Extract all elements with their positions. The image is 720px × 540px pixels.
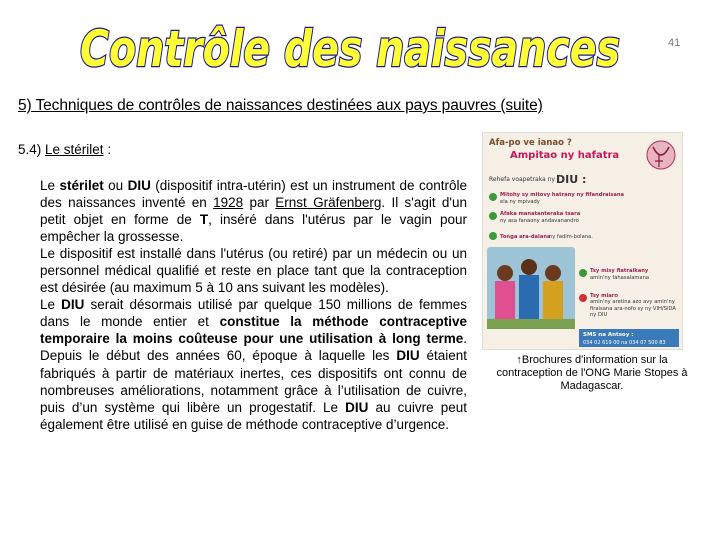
check-icon bbox=[579, 269, 587, 277]
section-subtitle: 5) Techniques de contrôles de naissances destinées aux pays pauvres (suite) bbox=[18, 97, 543, 114]
paragraph-2: Le dispositif est installé dans l'utérus (ou retiré) par un médecin ou un personnel médical qualifié et reste en place tant que la contraception est désirée (au maximum 5 à 10 ans suivant les modèles). bbox=[40, 246, 467, 296]
text-run: Le bbox=[40, 178, 60, 193]
warning-icon bbox=[579, 294, 587, 302]
text-run: par bbox=[243, 195, 276, 211]
check-icon bbox=[489, 232, 497, 240]
term-sterilet: stérilet bbox=[59, 178, 104, 193]
subsection-name: Le stérilet bbox=[45, 142, 104, 157]
text-run: (dispositif intra-utérin) est un instrument de contrôle des naissances inventé en bbox=[40, 178, 467, 211]
up-arrow-icon: ↑ bbox=[516, 354, 522, 366]
svg-text:Tonga ara-dalana: Tonga ara-dalana bbox=[500, 234, 551, 240]
brochure-illustration bbox=[483, 133, 682, 349]
slide-title bbox=[70, 6, 630, 88]
term-diu: DIU bbox=[396, 348, 420, 364]
image-caption bbox=[484, 354, 700, 393]
check-icon bbox=[489, 193, 497, 201]
brochure-item-2 bbox=[489, 211, 581, 224]
brochure-item-4 bbox=[579, 268, 649, 281]
brochure-heading-2: Ampitao ny hafatra bbox=[510, 150, 620, 161]
term-diu: DIU bbox=[61, 297, 85, 313]
caption-text: Brochures d'information sur la contraception de l'ONG Marie Stopes à Madagascar. bbox=[496, 354, 688, 392]
term-t: T bbox=[199, 212, 209, 228]
sms-label: SMS na Antsoy : bbox=[583, 332, 634, 338]
inventor-link[interactable]: Ernst Gräfenberg bbox=[275, 195, 382, 211]
uterus-icon bbox=[647, 141, 675, 169]
body-text bbox=[40, 177, 467, 433]
svg-text:Tsy miaro: Tsy miaro bbox=[590, 293, 618, 299]
check-icon bbox=[489, 212, 497, 220]
text-run: ou bbox=[103, 178, 128, 193]
brochure-intro-diu: DIU : bbox=[556, 173, 587, 186]
brochure-item-5-text: amin'ny aretina azo avy amin'ny firaisana ara-nofo sy ny VIH/SIDA ny DIU bbox=[590, 299, 676, 318]
text-run: au cuivre peut également être utilisé en guise de méthode contraceptive d’urgence. bbox=[40, 399, 467, 432]
subsection-number: 5.4) bbox=[18, 142, 42, 157]
term-diu: DIU bbox=[345, 399, 369, 415]
svg-text:Tsy misy fiatraikany: Tsy misy fiatraikany bbox=[590, 268, 649, 274]
key-statement: constitue la méthode contraceptive temporaire la moins coûteuse pour une utilisation à long terme bbox=[40, 314, 467, 347]
page-number: 41 bbox=[668, 37, 681, 49]
text-run: serait désormais utilisé par quelque 150 millions de femmes dans le monde entier et bbox=[40, 297, 467, 330]
text-run: . Depuis le début des années 60, époque à laquelle les bbox=[40, 331, 467, 364]
brochure-item-3 bbox=[489, 232, 593, 240]
term-diu: DIU bbox=[127, 178, 151, 193]
slide-title-text: Contrôle des naissances bbox=[80, 20, 620, 78]
text-run: , inséré dans l'utérus par le vagin pour empêcher la grossesse. bbox=[40, 212, 467, 245]
year-link[interactable]: 1928 bbox=[213, 195, 244, 211]
svg-text:amin'ny fahasalamana: amin'ny fahasalamana bbox=[590, 275, 650, 281]
svg-text:ny fadim-bolana.: ny fadim-bolana. bbox=[549, 234, 593, 240]
subsection-colon: : bbox=[107, 142, 112, 157]
text-run: étaient fabriqués à partir de matériaux inertes, ces dispositifs ont connu de nombreuses améliorations, notamment grâce à l’utilisation de cuivre, puis d’un système qui libère un progestatif. Le bbox=[40, 348, 467, 415]
text-run: Le bbox=[40, 297, 62, 313]
text-run: . Il s'agit d'un petit objet en forme de bbox=[40, 195, 468, 228]
brochure-image bbox=[482, 132, 683, 350]
svg-text:ela ny mpivady: ela ny mpivady bbox=[500, 199, 540, 205]
people-illustration bbox=[487, 247, 575, 329]
svg-text:ny asa fanaony andavanandro: ny asa fanaony andavanandro bbox=[500, 218, 579, 224]
brochure-intro: Rehefa voapetraka ny bbox=[489, 176, 555, 183]
subsection-heading bbox=[18, 142, 111, 157]
svg-text:Afaka manatanteraka tsara: Afaka manatanteraka tsara bbox=[500, 211, 581, 217]
svg-text:Mitohy sy mitovy hatrany ny fi: Mitohy sy mitovy hatrany ny fifandraisana bbox=[500, 192, 625, 198]
brochure-heading-1: Afa-po ve ianao ? bbox=[489, 138, 572, 148]
sms-numbers: 034 02 619 00 na 034 07 500 83 bbox=[583, 340, 666, 346]
